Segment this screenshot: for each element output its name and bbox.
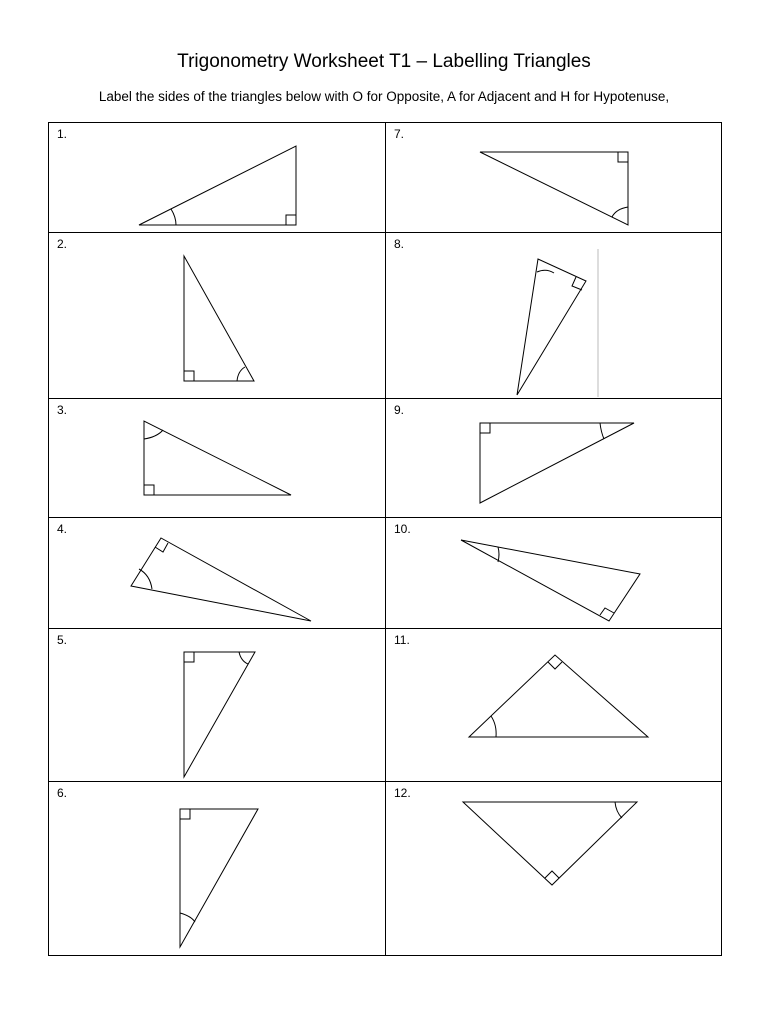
problem-cell-3 bbox=[49, 399, 386, 518]
problem-number: 5. bbox=[57, 633, 68, 647]
problem-number: 6. bbox=[57, 786, 68, 800]
triangle-diagram-4 bbox=[49, 518, 385, 628]
triangle-diagram-11 bbox=[386, 629, 722, 781]
problem-number: 3. bbox=[57, 403, 68, 417]
problem-number: 4. bbox=[57, 522, 68, 536]
triangle-diagram-8 bbox=[386, 233, 722, 398]
problem-cell-2 bbox=[49, 233, 386, 399]
triangle-diagram-10 bbox=[386, 518, 722, 628]
problem-cell-7 bbox=[386, 123, 722, 233]
problem-cell-9 bbox=[386, 399, 722, 518]
triangle-diagram-7 bbox=[386, 123, 722, 232]
triangle-diagram-12 bbox=[386, 782, 722, 955]
problem-cell-8 bbox=[386, 233, 722, 399]
problem-number: 10. bbox=[394, 522, 411, 536]
triangle-diagram-1 bbox=[49, 123, 385, 232]
problem-cell-5 bbox=[49, 629, 386, 782]
problem-cell-10 bbox=[386, 518, 722, 629]
problem-number: 8. bbox=[394, 237, 405, 251]
triangle-diagram-9 bbox=[386, 399, 722, 517]
triangle-diagram-2 bbox=[49, 233, 385, 398]
problem-cell-1 bbox=[49, 123, 386, 233]
problem-number: 7. bbox=[394, 127, 405, 141]
problem-cell-12 bbox=[386, 782, 722, 955]
problem-cell-6 bbox=[49, 782, 386, 955]
problem-number: 1. bbox=[57, 127, 68, 141]
instructions: Label the sides of the triangles below with O for Opposite, A for Adjacent and H for Hypotenuse, bbox=[98, 89, 670, 104]
worksheet-grid bbox=[48, 122, 722, 956]
problem-number: 12. bbox=[394, 786, 411, 800]
problem-number: 11. bbox=[394, 633, 410, 647]
triangle-diagram-3 bbox=[49, 399, 385, 517]
triangle-diagram-5 bbox=[49, 629, 385, 781]
triangle-diagram-6 bbox=[49, 782, 385, 955]
problem-cell-11 bbox=[386, 629, 722, 782]
page-title: Trigonometry Worksheet T1 – Labelling Triangles bbox=[177, 51, 591, 72]
problem-number: 9. bbox=[394, 403, 405, 417]
problem-number: 2. bbox=[57, 237, 68, 251]
problem-cell-4 bbox=[49, 518, 386, 629]
